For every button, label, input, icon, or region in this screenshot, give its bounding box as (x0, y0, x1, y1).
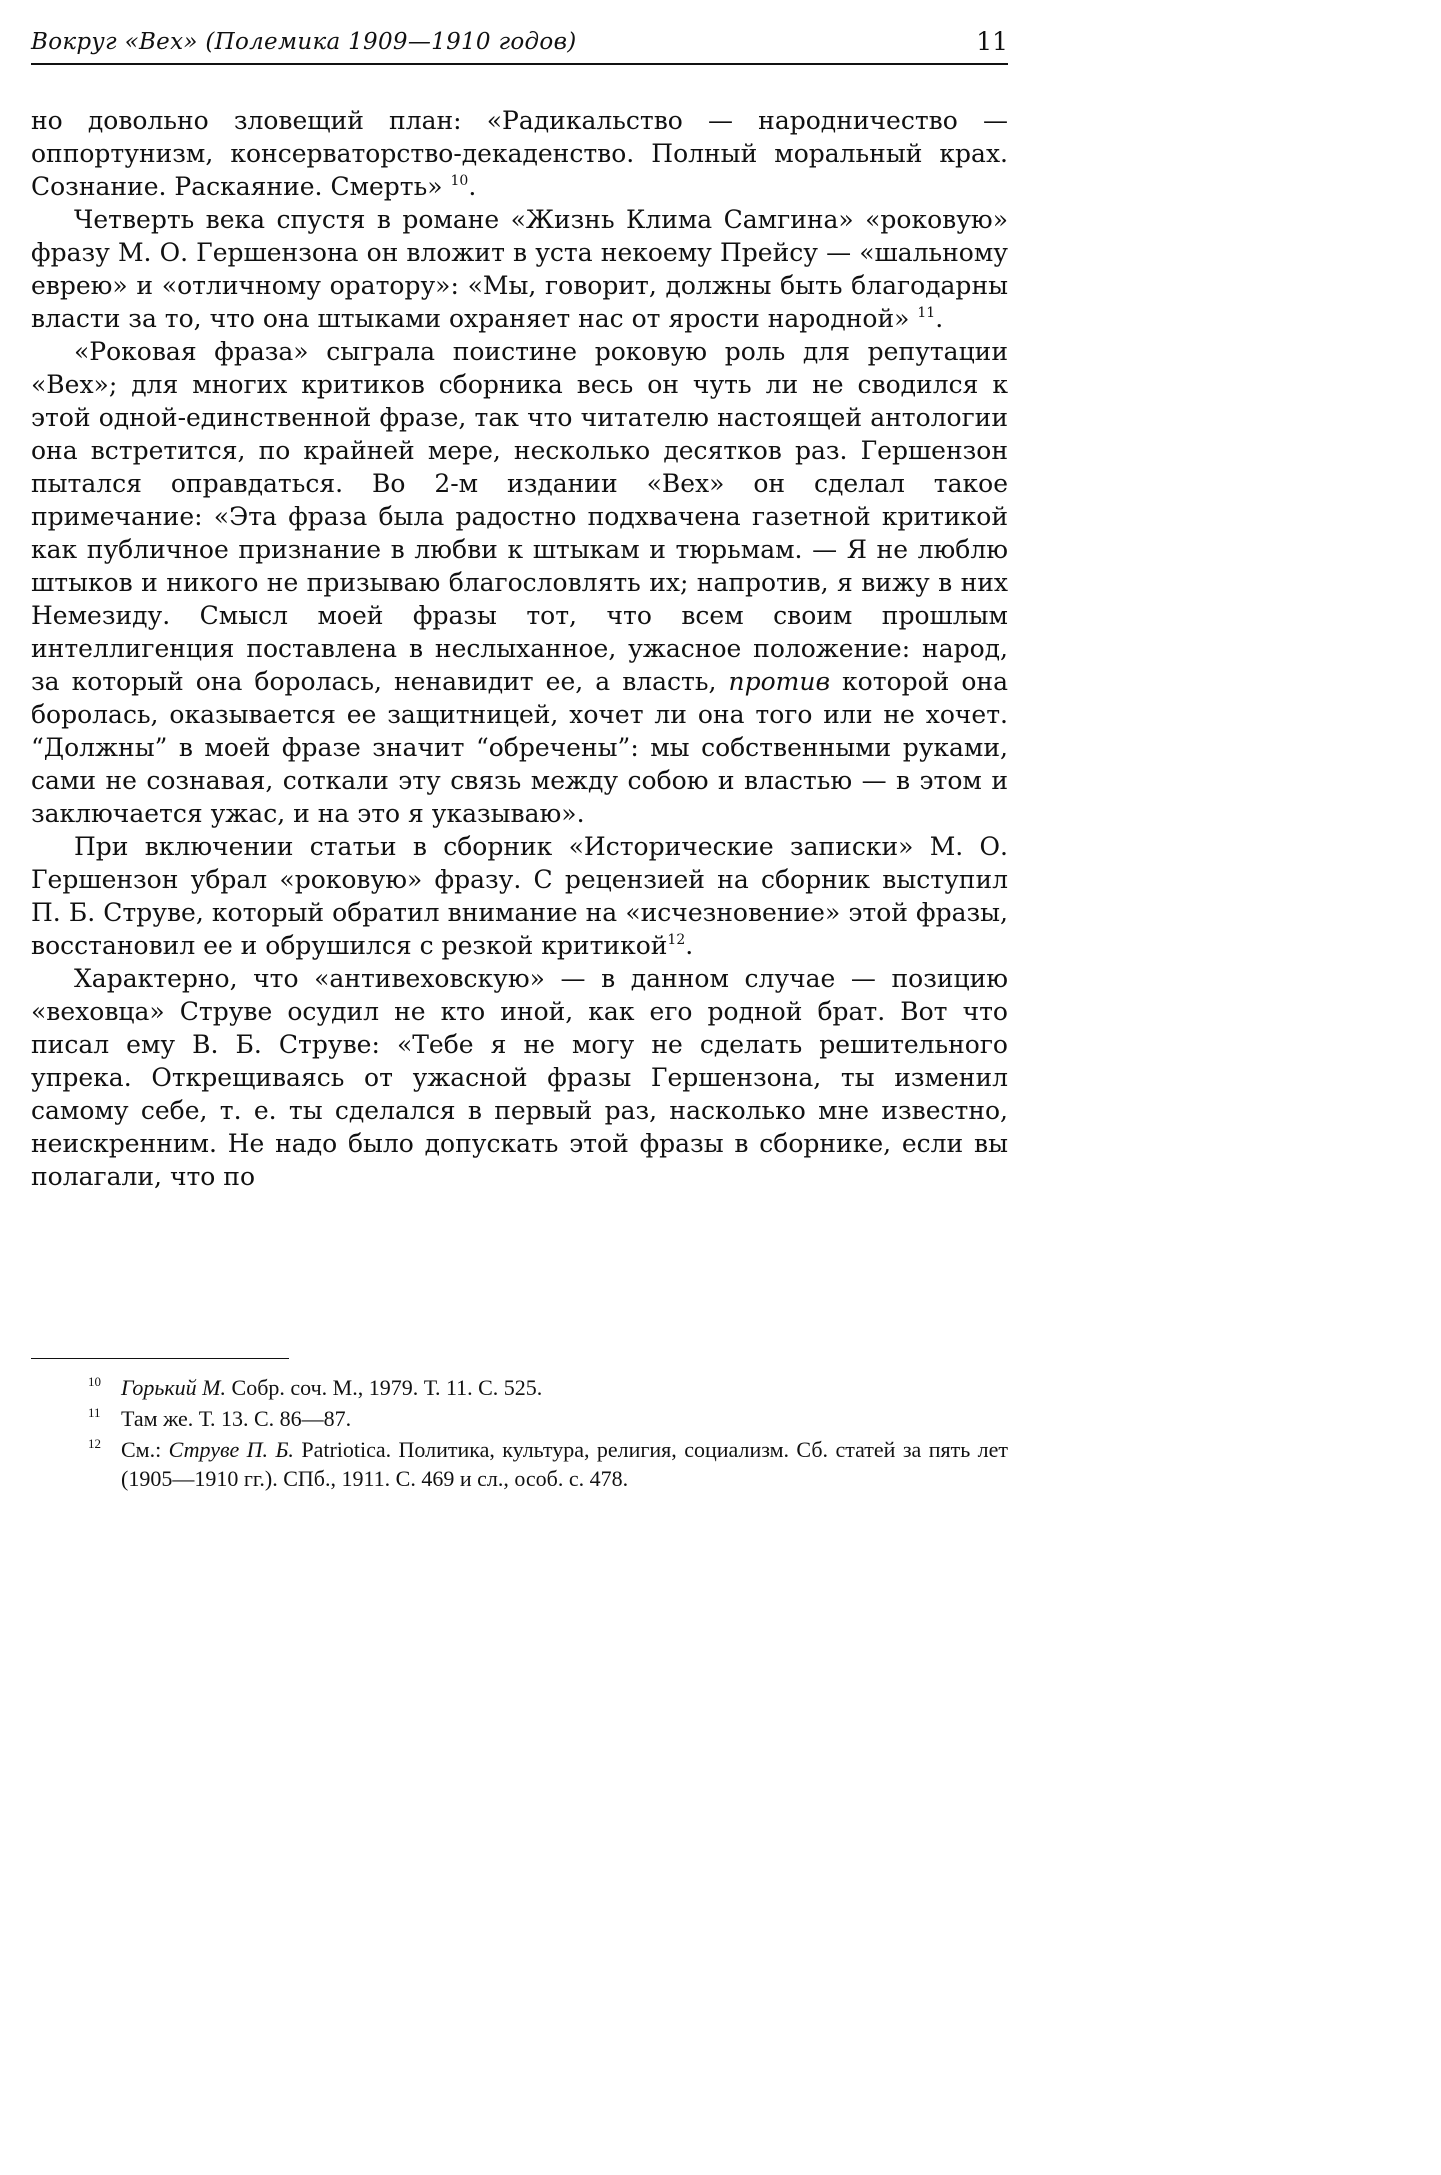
paragraph-1-text: но довольно зловещий план: «Радикальство — народничество — оппортунизм, консерваторство-декаденство. Полный моральный крах. Сознание. Раскаяние. Смерть» (31, 106, 1008, 201)
footnotes (31, 1373, 1008, 1495)
paragraph-2-text: Четверть века спустя в романе «Жизнь Клима Самгина» «роковую» фразу М. О. Гершензона он вложит в уста некоему Прейсу — «шальному еврею» и «отличному оратору»: «Мы, говорит, должны быть благодарны власти за то, что она штыками охраняет нас от ярости народной» (31, 205, 1008, 333)
book-page (31, 27, 1008, 65)
paragraph-1 (31, 104, 1008, 203)
footnote-author: Струве П. Б. (168, 1437, 294, 1462)
running-header (31, 27, 1008, 65)
paragraph-3-text-after: которой она боролась, оказывается ее защитницей, хочет ли она того или не хочет. “Должны” в моей фразе значит “обречены”: мы собственными руками, сами не сознавая, соткали эту связь между собою и властью — в этом и заключается ужас, и на это я указываю». (31, 667, 1009, 828)
footnote-ref-12: 12 (667, 932, 686, 948)
paragraph-3-text-before: «Роковая фраза» сыграла поистине роковую роль для репутации «Вех»; для многих критиков сборника весь он чуть ли не сводился к этой одной-единственной фразе, так что читателю настоящей антологии она встретится, по крайней мере, несколько десятков раз. Гершензон пытался оправдаться. Во 2-м издании «Вех» он сделал такое примечание: «Эта фраза была радостно подхвачена газетной критикой как публичное признание в любви к штыкам и тюрьмам. — Я не люблю штыков и никого не призываю благословлять их; напротив, я вижу в них Немезиду. Смысл моей фразы тот, что всем своим прошлым интеллигенция поставлена в неслыханное, ужасное положение: народ, за который она боролась, ненавидит ее, а власть, (31, 337, 1008, 696)
footnote-author: Горький М. (121, 1375, 227, 1400)
footnote-text: Patriotica. Политика, культура, религия, социализм. Сб. статей за пять лет (1905—1910 гг.). СПб., 1911. С. 469 и сл., особ. с. 478. (121, 1437, 1008, 1491)
footnote-number: 11 (88, 1405, 101, 1420)
footnote-12 (31, 1435, 1008, 1493)
footnote-ref-10: 10 (450, 173, 469, 189)
footnote-text: Там же. Т. 13. С. 86—87. (121, 1406, 352, 1431)
paragraph-5 (31, 962, 1008, 1193)
paragraph-2-end: . (935, 304, 944, 333)
footnote-10 (31, 1373, 1008, 1402)
paragraph-3-emphasis: против (728, 667, 831, 696)
paragraph-3 (31, 335, 1008, 830)
running-title: Вокруг «Вех» (Полемика 1909—1910 годов) (31, 29, 577, 55)
paragraph-4-text: При включении статьи в сборник «Исторические записки» М. О. Гершензон убрал «роковую» фразу. С рецензией на сборник выступил П. Б. Струве, который обратил внимание на «исчезновение» этой фразы, восстановил ее и обрушился с резкой критикой (31, 832, 1008, 960)
paragraph-1-end: . (468, 172, 477, 201)
footnote-ref-11: 11 (917, 305, 936, 321)
paragraph-5-text: Характерно, что «антивеховскую» — в данном случае — позицию «веховца» Струве осудил не кто иной, как его родной брат. Вот что писал ему В. Б. Струве: «Тебе я не могу не сделать решительного упрека. Открещиваясь от ужасной фразы Гершензона, ты изменил самому себе, т. е. ты сделался в первый раз, насколько мне известно, неискренним. Не надо было допускать этой фразы в сборнике, если вы полагали, что по (31, 964, 1008, 1191)
footnote-text: Собр. соч. М., 1979. Т. 11. С. 525. (226, 1375, 543, 1400)
body-text (31, 104, 1008, 1193)
footnote-prefix: См.: (121, 1437, 169, 1462)
footnote-11 (31, 1404, 1008, 1433)
footnote-number: 10 (88, 1374, 101, 1389)
footnote-number: 12 (88, 1436, 101, 1451)
page-number: 11 (976, 27, 1008, 56)
paragraph-2 (31, 203, 1008, 335)
paragraph-4-end: . (685, 931, 694, 960)
footnote-divider (31, 1358, 289, 1359)
paragraph-4 (31, 830, 1008, 962)
